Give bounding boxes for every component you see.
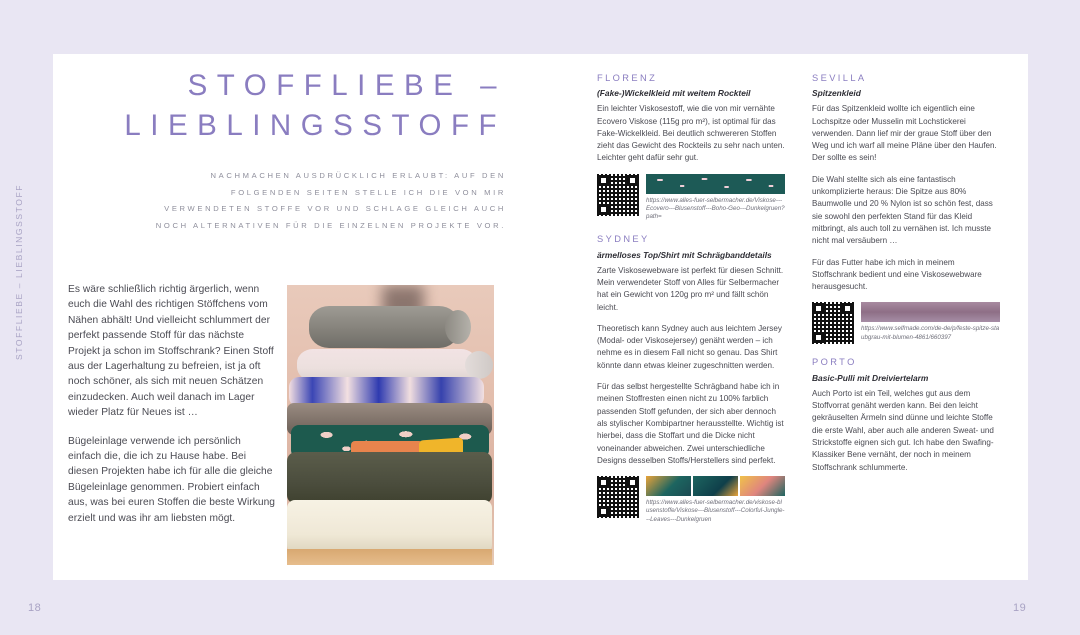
- section-sydney-paragraph-2: Theoretisch kann Sydney auch aus leichtem Jersey (Modal- oder Viskosejersey) genäht werden – ich nehme es in diesem Fall nicht so genau. Das Shirt könnte dann etwas kleiner zugeschnitten werden.: [597, 323, 782, 370]
- qr-code-sydney[interactable]: [597, 476, 639, 518]
- fabric-swatch-sevilla: [861, 302, 1000, 322]
- section-subtitle-sevilla: Spitzenkleid: [812, 88, 861, 99]
- qr-code-sevilla[interactable]: [812, 302, 854, 344]
- page-number-left: 18: [28, 602, 42, 614]
- qr-block-florenz: [597, 174, 785, 222]
- fabric-url-sydney[interactable]: https://www.alles-fuer-selbermacher.de/viskose-blusenstoffe/Viskose---Blusenstoff---Colorful-Jungle---Leaves---Dunkelgruen: [646, 499, 785, 523]
- page-title-line2: LIEBLINGSSTOFF: [124, 109, 506, 142]
- qr-block-sydney: [597, 476, 785, 524]
- fabric-url-sevilla[interactable]: https://www.selfmade.com/de-de/p/feste-spitze-staubgrau-mit-blumen-4861/660397: [861, 325, 1000, 341]
- qr-detail-sevilla: [861, 302, 1000, 341]
- section-title-porto: PORTO: [812, 357, 857, 368]
- section-sevilla-paragraph-3: Für das Futter habe ich mich in meinem Stoffschrank bedient und eine Viskosewebware herausgesucht.: [812, 257, 982, 292]
- section-florenz: [597, 72, 785, 221]
- qr-detail-florenz: [646, 174, 785, 222]
- running-head: STOFFLIEBE – LIEBLINGSSTOFF: [14, 183, 24, 360]
- section-sydney-paragraph-3: Für das selbst hergestellte Schrägband habe ich in meinen Stoffresten einen nicht zu 100% farblich passenden Stoff gefunden, der sich aber dennoch als stylischer Kombipartner herausstellte. Wichtig ist hierbei, dass die Stoffart und die Dicke nicht voneinander abweichen. Zwei unterschiedliche Designs desselben Stoffs/Herstellers sind perfekt.: [597, 382, 784, 465]
- section-porto-paragraph-1: Auch Porto ist ein Teil, welches gut aus dem Stoffvorrat genäht werden kann. Bei den leicht gekräuselten Ärmeln sind dünne und leichte Stoffe die erste Wahl, aber auch alle anderen Sweat- und Strickstoffe eignen sich gut. Ich habe den Swafing-Klassiker Bene vernäht, der noch in meinem Stoffschrank schlummerte.: [812, 388, 994, 472]
- qr-finder-bottom-left: [598, 204, 609, 215]
- section-sydney: [597, 233, 785, 523]
- section-florenz-paragraph-1: Ein leichter Viskosestoff, wie die von mir vernähte Ecovero Viskose (115g pro m²), ist optimal für das Fake-Wickelkleid. Bei deutlich schwereren Stoffen zieht das Gewicht des Rockteils zu sehr nach unten. Leichter geht dafür sehr gut.: [597, 104, 785, 163]
- section-title-florenz: FLORENZ: [597, 73, 658, 83]
- qr-code-florenz[interactable]: [597, 174, 639, 216]
- section-porto: [812, 356, 1000, 473]
- fabric-layer-cream: [287, 500, 492, 553]
- page-title: [86, 66, 506, 146]
- fabric-swatch-florenz: [646, 174, 785, 194]
- fabric-layer-grey: [309, 306, 459, 348]
- section-sevilla-paragraph-1: Für das Spitzenkleid wollte ich eigentlich eine Lochspitze oder Musselin mit Lochstickerei verwenden. Dann lief mir der graue Stoff über den Weg und ich warf all meine Pläne über den Haufen. Der sollte es sein!: [812, 104, 997, 163]
- intro-paragraph-2: Bügeleinlage verwende ich persönlich einfach die, die ich zu Hause habe. Bei diesen Projekten habe ich für alle die gleiche Bügeleinlage genommen. Probiert einfach aus, was bei euren Stoffen die beste Wirkung erzielt und was ihr am liebsten mögt.: [68, 435, 276, 524]
- fabric-swatch-sydney: [646, 476, 785, 496]
- swatch-tile-3: [740, 476, 785, 496]
- qr-block-sevilla: [812, 302, 1000, 344]
- photo-table-surface: [287, 549, 492, 565]
- section-sydney-paragraph-1: Zarte Viskosewebware ist perfekt für diesen Schnitt. Mein verwendeter Stoff von Alles für Selbermacher hat ein Gewicht von 120g pro m² und fällt schön leicht.: [597, 265, 784, 312]
- qr-finder-bottom-left: [813, 332, 824, 343]
- right-column-b: [812, 72, 1000, 474]
- page-title-line1: STOFFLIEBE –: [187, 69, 506, 102]
- section-title-sydney: SYDNEY: [597, 234, 650, 245]
- section-subtitle-porto: Basic-Pulli mit Dreiviertelarm: [812, 372, 929, 383]
- swatch-tile-2: [693, 476, 738, 496]
- fabric-layer-olive: [287, 452, 492, 504]
- section-sevilla: [812, 72, 1000, 344]
- section-subtitle-sydney: ärmelloses Top/Shirt mit Schrägbanddetails: [597, 249, 772, 260]
- intro-paragraph-1: Es wäre schließlich richtig ärgerlich, wenn euch die Wahl des richtigen Stöffchens vom Nähen abhält! Und vielleicht schlummert der perfekt passende Stoff für das nächste Projekt ja schon im Stoffschrank? Einen Stoff aus der Lagerhaltung zu befreien, ist ja oft noch schöner, als sich mit neuen Schätzen einzudecken. Auch weil danach im Lager wieder Platz für Neues ist …: [68, 284, 274, 419]
- section-title-sevilla: SEVILLA: [812, 73, 867, 83]
- qr-detail-sydney: [646, 476, 785, 524]
- page-number-right: 19: [1013, 602, 1027, 614]
- qr-finder-bottom-left: [598, 506, 609, 517]
- fabric-stack-photo: [287, 285, 494, 565]
- swatch-tile-1: [646, 476, 691, 496]
- page-subtitle: NACHMACHEN AUSDRÜCKLICH ERLAUBT: AUF DEN FOLGENDEN SEITEN STELLE ICH DIE VON MIR VERWENDETEN STOFFE VOR UND SCHLAGE GLEICH AUCH NOCH ALTERNATIVEN FÜR DIE EINZELNEN PROJEKTE VOR.: [155, 171, 506, 230]
- fabric-url-florenz[interactable]: https://www.alles-fuer-selbermacher.de/Viskose---Ecovero---Blusenstoff---Boho-Geo---Dunkelgruen?path=: [646, 196, 785, 221]
- section-subtitle-florenz: (Fake-)Wickelkleid mit weitem Rockteil: [597, 88, 751, 99]
- intro-text: [68, 282, 276, 539]
- right-column-a: [597, 72, 785, 536]
- section-sevilla-paragraph-2: Die Wahl stellte sich als eine fantastisch unkomplizierte heraus: Die Spitze aus 80% Baumwolle und 20 % Nylon ist so schön fest, dass sie sowohl den perfekten Stand für das Kleid mitbringt, als auch toll zu vernähen ist. Ich musste nicht mal versäubern …: [812, 174, 993, 246]
